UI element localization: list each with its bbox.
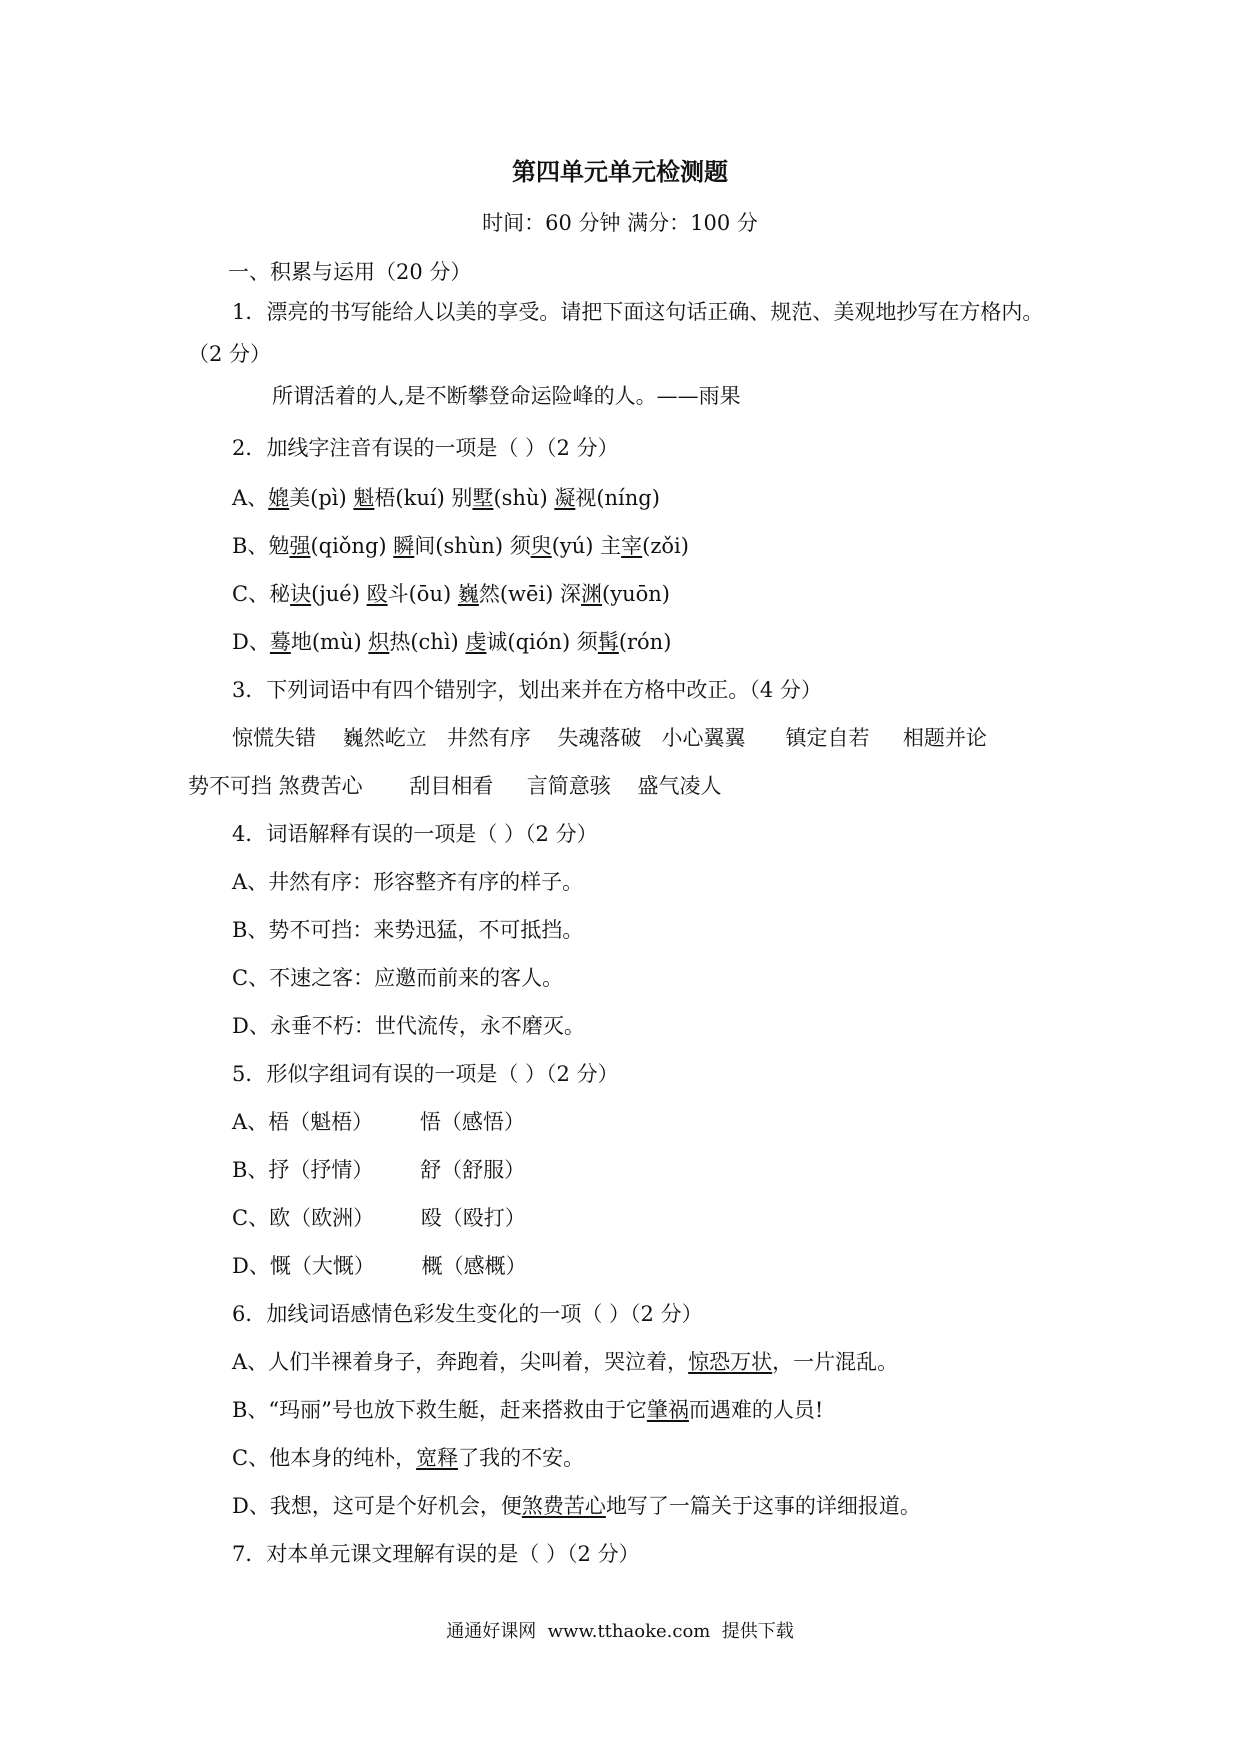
question-6-option-c: C、他本身的纯朴，宽释了我的不安。 bbox=[232, 1446, 585, 1470]
question-1-stem: 1．漂亮的书写能给人以美的享受。请把下面这句话正确、规范、美观地抄写在方格内。 bbox=[232, 300, 1044, 324]
question-2-option-d: D、蓦地(mù) 炽热(chì) 虔诚(qión) 须髯(rón) bbox=[232, 630, 672, 654]
question-2-stem: 2．加线字注音有误的一项是（ ）（2 分） bbox=[232, 436, 619, 460]
question-5-option-d: D、慨（大慨） 概（感概） bbox=[232, 1254, 527, 1278]
question-5-option-a: A、梧（魁梧） 悟（感悟） bbox=[232, 1110, 525, 1134]
question-5-stem: 5．形似字组词有误的一项是（ ）（2 分） bbox=[232, 1062, 619, 1086]
question-5-option-c: C、欧（欧洲） 殴（殴打） bbox=[232, 1206, 526, 1230]
question-3-words-line-1: 惊慌失错 巍然屹立 井然有序 失魂落破 小心翼翼 镇定自若 相题并论 bbox=[232, 726, 987, 750]
question-2-option-a: A、媲美(pì) 魁梧(kuí) 别墅(shù) 凝视(níng) bbox=[232, 486, 660, 510]
page-title: 第四单元单元检测题 bbox=[512, 158, 728, 186]
question-6-option-b: B、“玛丽”号也放下救生艇，赶来搭救由于它肇祸而遇难的人员! bbox=[232, 1398, 824, 1422]
question-6-stem: 6．加线词语感情色彩发生变化的一项（ ）（2 分） bbox=[232, 1302, 703, 1326]
question-5-option-b: B、抒（抒情） 舒（舒服） bbox=[232, 1158, 526, 1182]
page-footer: 通通好课网 www.tthaoke.com 提供下载 bbox=[446, 1621, 794, 1642]
question-3-words-line-2: 势不可挡 煞费苦心 刮目相看 言简意骇 盛气凌人 bbox=[188, 774, 722, 798]
exam-meta: 时间：60 分钟 满分：100 分 bbox=[482, 211, 758, 235]
question-2-option-b: B、勉强(qiǒng) 瞬间(shùn) 须臾(yú) 主宰(zǒi) bbox=[232, 534, 689, 558]
question-4-stem: 4．词语解释有误的一项是（ ）（2 分） bbox=[232, 822, 598, 846]
question-2-option-c: C、秘诀(jué) 殴斗(ōu) 巍然(wēi) 深渊(yuōn) bbox=[232, 582, 670, 606]
question-4-option-d: D、永垂不朽：世代流传，永不磨灭。 bbox=[232, 1014, 585, 1038]
question-1-stem-cont: （2 分） bbox=[188, 342, 272, 366]
section-heading: 一、积累与运用（20 分） bbox=[228, 260, 472, 284]
question-4-option-a: A、井然有序：形容整齐有序的样子。 bbox=[232, 870, 584, 894]
question-6-option-d: D、我想，这可是个好机会，便煞费苦心地写了一篇关于这事的详细报道。 bbox=[232, 1494, 921, 1518]
question-7-stem: 7．对本单元课文理解有误的是（ ）（2 分） bbox=[232, 1542, 640, 1566]
question-4-option-c: C、不速之客：应邀而前来的客人。 bbox=[232, 966, 564, 990]
question-4-option-b: B、势不可挡：来势迅猛，不可抵挡。 bbox=[232, 918, 584, 942]
question-1-quote: 所谓活着的人,是不断攀登命运险峰的人。——雨果 bbox=[272, 384, 741, 408]
question-6-option-a: A、人们半裸着身子，奔跑着，尖叫着，哭泣着，惊恐万状，一片混乱。 bbox=[232, 1350, 899, 1374]
question-3-stem: 3．下列词语中有四个错别字，划出来并在方格中改正。（4 分） bbox=[232, 678, 822, 702]
